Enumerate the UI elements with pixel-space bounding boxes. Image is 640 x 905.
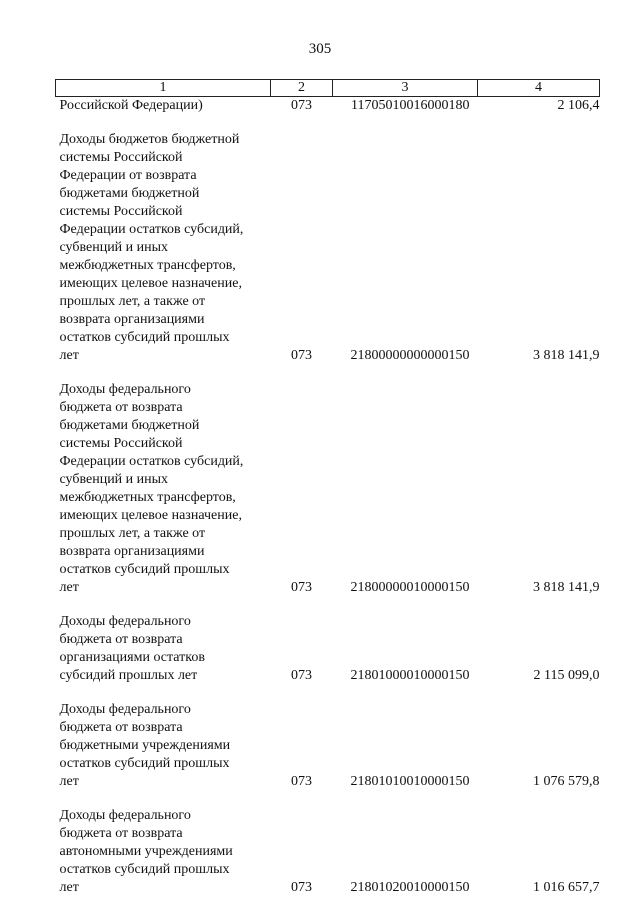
revenue-name: Доходы федерального бюджета от возврата организациями остатков субсидий прошлых лет [59, 614, 205, 683]
column-header-2: 2 [271, 80, 333, 97]
revenue-name-cell [56, 115, 271, 365]
admin-code: 073 [291, 580, 312, 595]
amount: 2 115 099,0 [533, 668, 600, 683]
budget-classification-code: 21800000010000150 [350, 580, 470, 595]
amount: 3 818 141,9 [533, 348, 600, 363]
amount: 1 016 657,7 [533, 880, 600, 895]
amount: 1 076 579,8 [533, 774, 600, 789]
column-header-3: 3 [333, 80, 478, 97]
table-row [56, 791, 600, 897]
table-row [56, 365, 600, 597]
budget-classification-code: 21801000010000150 [350, 668, 470, 683]
amount: 3 818 141,9 [533, 580, 600, 595]
budget-classification-code: 21800000000000150 [350, 348, 470, 363]
column-header-4: 4 [478, 80, 600, 97]
budget-classification-code: 21801020010000150 [350, 880, 470, 895]
revenue-name-cell [56, 597, 271, 685]
revenue-name-cell [56, 365, 271, 597]
revenue-name-cell [56, 685, 271, 791]
revenue-name-cell [56, 97, 271, 116]
admin-code: 073 [291, 774, 312, 789]
admin-code: 073 [291, 668, 312, 683]
admin-code: 073 [291, 98, 312, 113]
revenue-name: Доходы федерального бюджета от возврата автономными учреждениями остатков субсидий прошлых лет [59, 808, 233, 895]
revenue-name: Доходы бюджетов бюджетной системы Российской Федерации от возврата бюджетами бюджетной системы Российской Федерации остатков субсидий, субвенций и иных межбюджетных трансфертов, имеющих целевое назначение, прошлых лет, а также от возврата организациями остатков субсидий прошлых лет [59, 132, 244, 363]
revenue-name: Доходы федерального бюджета от возврата бюджетами бюджетной системы Российской Федерации остатков субсидий, субвенций и иных межбюджетных трансфертов, имеющих целевое назначение, прошлых лет, а также от возврата организациями остатков субсидий прошлых лет [59, 382, 244, 595]
budget-classification-code: 21801010010000150 [350, 774, 470, 789]
amount: 2 106,4 [557, 98, 600, 113]
admin-code: 073 [291, 348, 312, 363]
admin-code: 073 [291, 880, 312, 895]
revenue-name: Российской Федерации) [59, 98, 203, 113]
page-number: 305 [308, 41, 332, 57]
table-row [56, 97, 600, 116]
column-header-1: 1 [56, 80, 271, 97]
revenue-name-cell [56, 791, 271, 897]
table-header-row [56, 80, 600, 97]
revenue-name: Доходы федерального бюджета от возврата бюджетными учреждениями остатков субсидий прошлых лет [59, 702, 231, 789]
table-row [56, 597, 600, 685]
budget-classification-code: 11705010016000180 [351, 98, 470, 113]
table-row [56, 685, 600, 791]
revenue-table [55, 79, 600, 897]
table-row [56, 115, 600, 365]
